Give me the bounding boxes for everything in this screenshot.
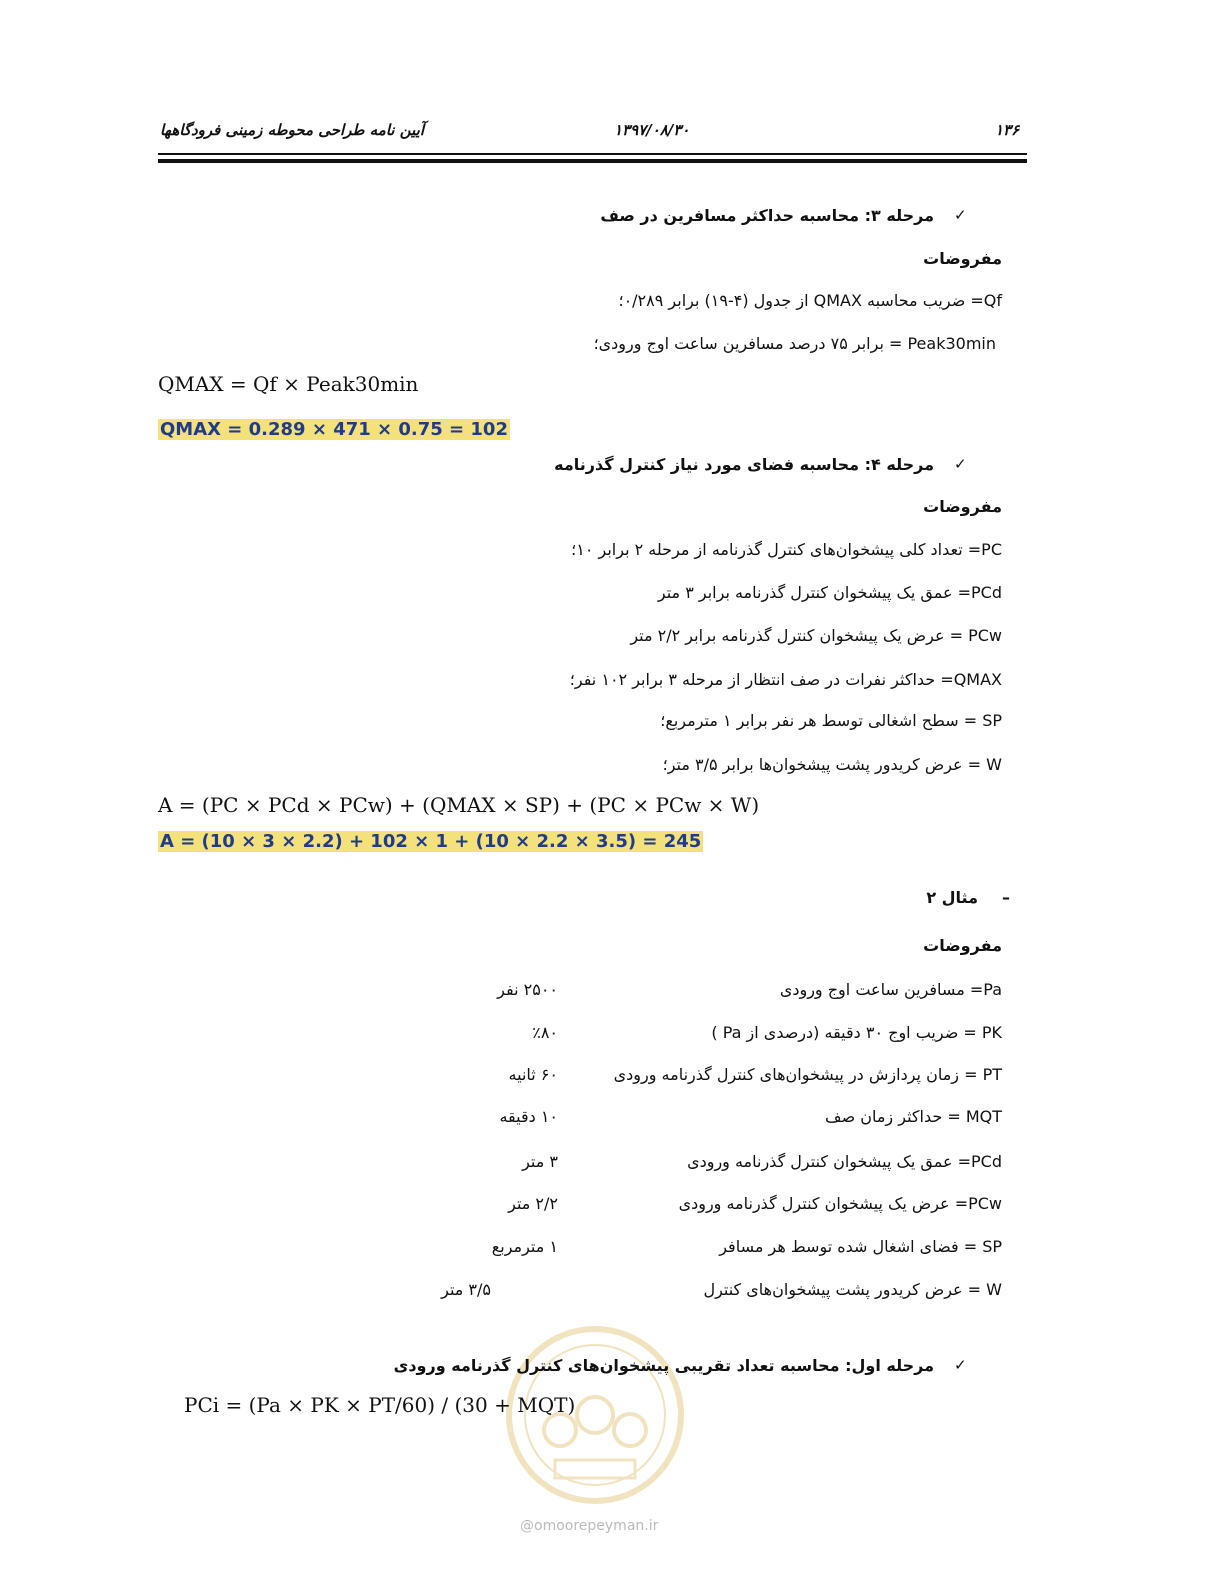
step4-heading: مرحله ۴: محاسبه فضای مورد نیاز کنترل گذرنامه (554, 455, 934, 474)
example2-row-label: MQT = حداکثر زمان صف (825, 1107, 1002, 1126)
example2-row-value: ۱۰ دقیقه (499, 1107, 558, 1126)
header-title: آیین نامه طراحی محوطه زمینی فرودگاهها (159, 121, 424, 139)
example2-row-label: PCw= عرض یک پیشخوان کنترل گذرنامه ورودی (678, 1194, 1002, 1213)
step4-line: PCd= عمق یک پیشخوان کنترل گذرنامه برابر ۳ متر (657, 583, 1002, 602)
step4-line: SP = سطح اشغالی توسط هر نفر برابر ۱ مترمربع؛ (660, 711, 1002, 730)
step3-heading: مرحله ۳: محاسبه حداکثر مسافرین در صف (600, 206, 934, 225)
header-rule-thin (158, 153, 1027, 155)
step3-assumptions-label: مفروضات (923, 249, 1002, 268)
header-rule-thick (158, 159, 1027, 163)
step4-line: QMAX= حداکثر نفرات در صف انتظار از مرحله ۳ برابر ۱۰۲ نفر؛ (569, 670, 1002, 689)
step4-line: PC= تعداد کلی پیشخوان‌های کنترل گذرنامه از مرحله ۲ برابر ۱۰؛ (571, 540, 1002, 559)
example2-row-value: ۲۵۰۰ نفر (497, 980, 558, 999)
step4-calc: A = (10 × 3 × 2.2) + 102 × 1 + (10 × 2.2 × 3.5) = 245 (160, 831, 702, 852)
example2-row-value: ۳ متر (522, 1152, 558, 1171)
example2-row-value: ٪۸۰ (532, 1023, 558, 1042)
example2-row-value: ۳/۵ متر (441, 1280, 491, 1299)
example2-row-label: PCd= عمق یک پیشخوان کنترل گذرنامه ورودی (687, 1152, 1002, 1171)
step1-heading: مرحله اول: محاسبه تعداد تقریبی پیشخوان‌های کنترل گذرنامه ورودی (393, 1356, 934, 1375)
step3-formula: QMAX = Qf × Peak30min (158, 372, 419, 396)
example2-bullet: – (1002, 888, 1010, 907)
step4-line: W = عرض کریدور پشت پیشخوان‌ها برابر ۳/۵ متر؛ (662, 755, 1002, 774)
step1-formula: PCi = (Pa × PK × PT/60) / (30 + MQT) (184, 1393, 576, 1417)
example2-row-label: Pa= مسافرین ساعت اوج ورودی (779, 980, 1002, 999)
example2-row-label: W = عرض کریدور پشت پیشخوان‌های کنترل (703, 1280, 1002, 1299)
page-number: ۱۳۶ (995, 121, 1020, 139)
example2-row-value: ۲/۲ متر (508, 1194, 558, 1213)
example2-assumptions-label: مفروضات (923, 936, 1002, 955)
step3-calc: QMAX = 0.289 × 471 × 0.75 = 102 (160, 419, 508, 440)
check-icon: ✓ (954, 206, 967, 224)
step3-line: Qf= ضریب محاسبه QMAX از جدول (۴-۱۹) برابر ۰/۲۸۹؛ (618, 291, 1002, 310)
example2-row-label: PK = ضریب اوج ۳۰ دقیقه (درصدی از Pa ) (711, 1023, 1002, 1042)
step4-formula: A = (PC × PCd × PCw) + (QMAX × SP) + (PC × PCw × W) (158, 793, 760, 817)
step3-line: Peak30min = برابر ۷۵ درصد مسافرین ساعت اوج ورودی؛ (593, 334, 996, 353)
watermark-site: @omoorepeyman.ir (520, 1518, 659, 1534)
example2-row-label: SP = فضای اشغال شده توسط هر مسافر (719, 1237, 1002, 1256)
check-icon: ✓ (954, 1356, 967, 1374)
check-icon: ✓ (954, 455, 967, 473)
step4-assumptions-label: مفروضات (923, 497, 1002, 516)
example2-row-value: ۶۰ ثانیه (508, 1065, 558, 1084)
step4-line: PCw = عرض یک پیشخوان کنترل گذرنامه برابر ۲/۲ متر (630, 626, 1002, 645)
header-date: ۱۳۹۷/۰۸/۳۰ (614, 121, 690, 139)
example2-row-value: ۱ مترمربع (491, 1237, 558, 1256)
example2-row-label: PT = زمان پردازش در پیشخوان‌های کنترل گذرنامه ورودی (613, 1065, 1002, 1084)
example2-heading: مثال ۲ (926, 888, 978, 907)
